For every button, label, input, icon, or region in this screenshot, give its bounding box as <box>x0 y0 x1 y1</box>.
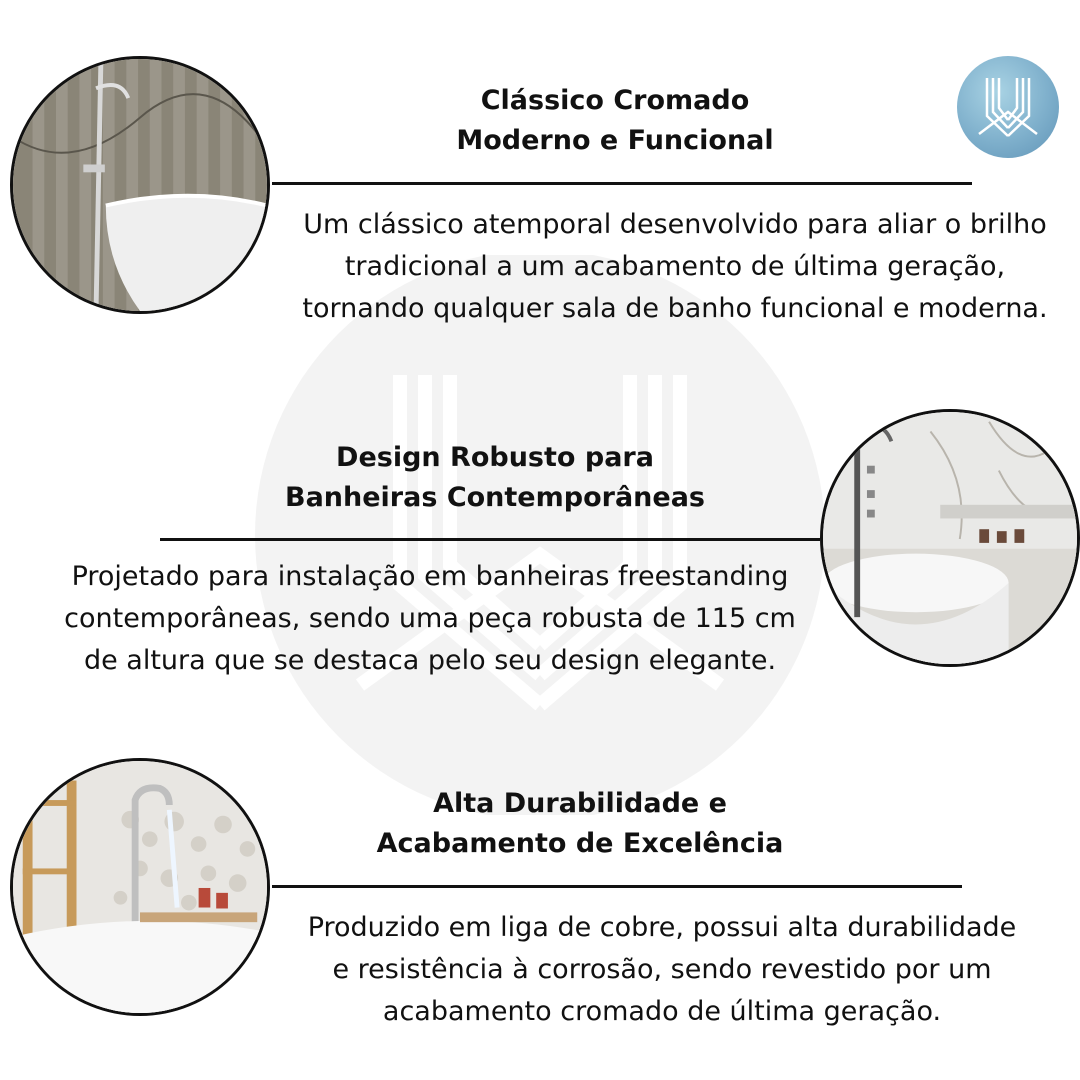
section-2-title-line2: Banheiras Contemporâneas <box>285 482 705 513</box>
section-2-divider <box>160 538 820 541</box>
section-3-body-line2: e resistência à corrosão, sendo revestido por um <box>332 954 992 985</box>
section-1-body-line1: Um clássico atemporal desenvolvido para aliar o brilho <box>303 209 1047 240</box>
section-1-divider <box>272 182 972 185</box>
section-2-title-line1: Design Robusto para <box>336 442 654 473</box>
section-2-description <box>20 556 840 682</box>
product-photo-pebble-bathroom <box>10 758 270 1016</box>
section-3-title <box>340 784 820 864</box>
section-2-body-line3: de altura que se destaca pelo seu design elegante. <box>83 645 777 676</box>
section-2-body-line1: Projetado para instalação em banheiras freestanding <box>71 561 789 592</box>
section-1-title-line2: Moderno e Funcional <box>456 125 774 156</box>
section-3-title-line2: Acabamento de Excelência <box>376 828 784 859</box>
section-3-description <box>262 907 1062 1033</box>
section-2-body-line2: contemporâneas, sendo uma peça robusta de 115 cm <box>64 603 796 634</box>
section-1-title-line1: Clássico Cromado <box>480 85 750 116</box>
brand-watermark <box>240 255 840 815</box>
section-2-title <box>230 438 760 518</box>
section-3-body-line3: acabamento cromado de última geração. <box>382 996 942 1027</box>
product-photo-marble-wall <box>10 56 270 314</box>
section-1-body-line3: tornando qualquer sala de banho funcional e moderna. <box>302 293 1048 324</box>
section-1-body-line2: tradicional a um acabamento de última geração, <box>344 251 1006 282</box>
section-3-body-line1: Produzido em liga de cobre, possui alta durabilidade <box>307 912 1017 943</box>
brand-logo-icon <box>957 56 1059 158</box>
product-photo-marble-bathroom <box>820 409 1080 667</box>
section-1-title <box>380 81 850 161</box>
section-3-divider <box>272 885 962 888</box>
section-3-title-line1: Alta Durabilidade e <box>433 788 727 819</box>
section-1-description <box>270 204 1080 330</box>
